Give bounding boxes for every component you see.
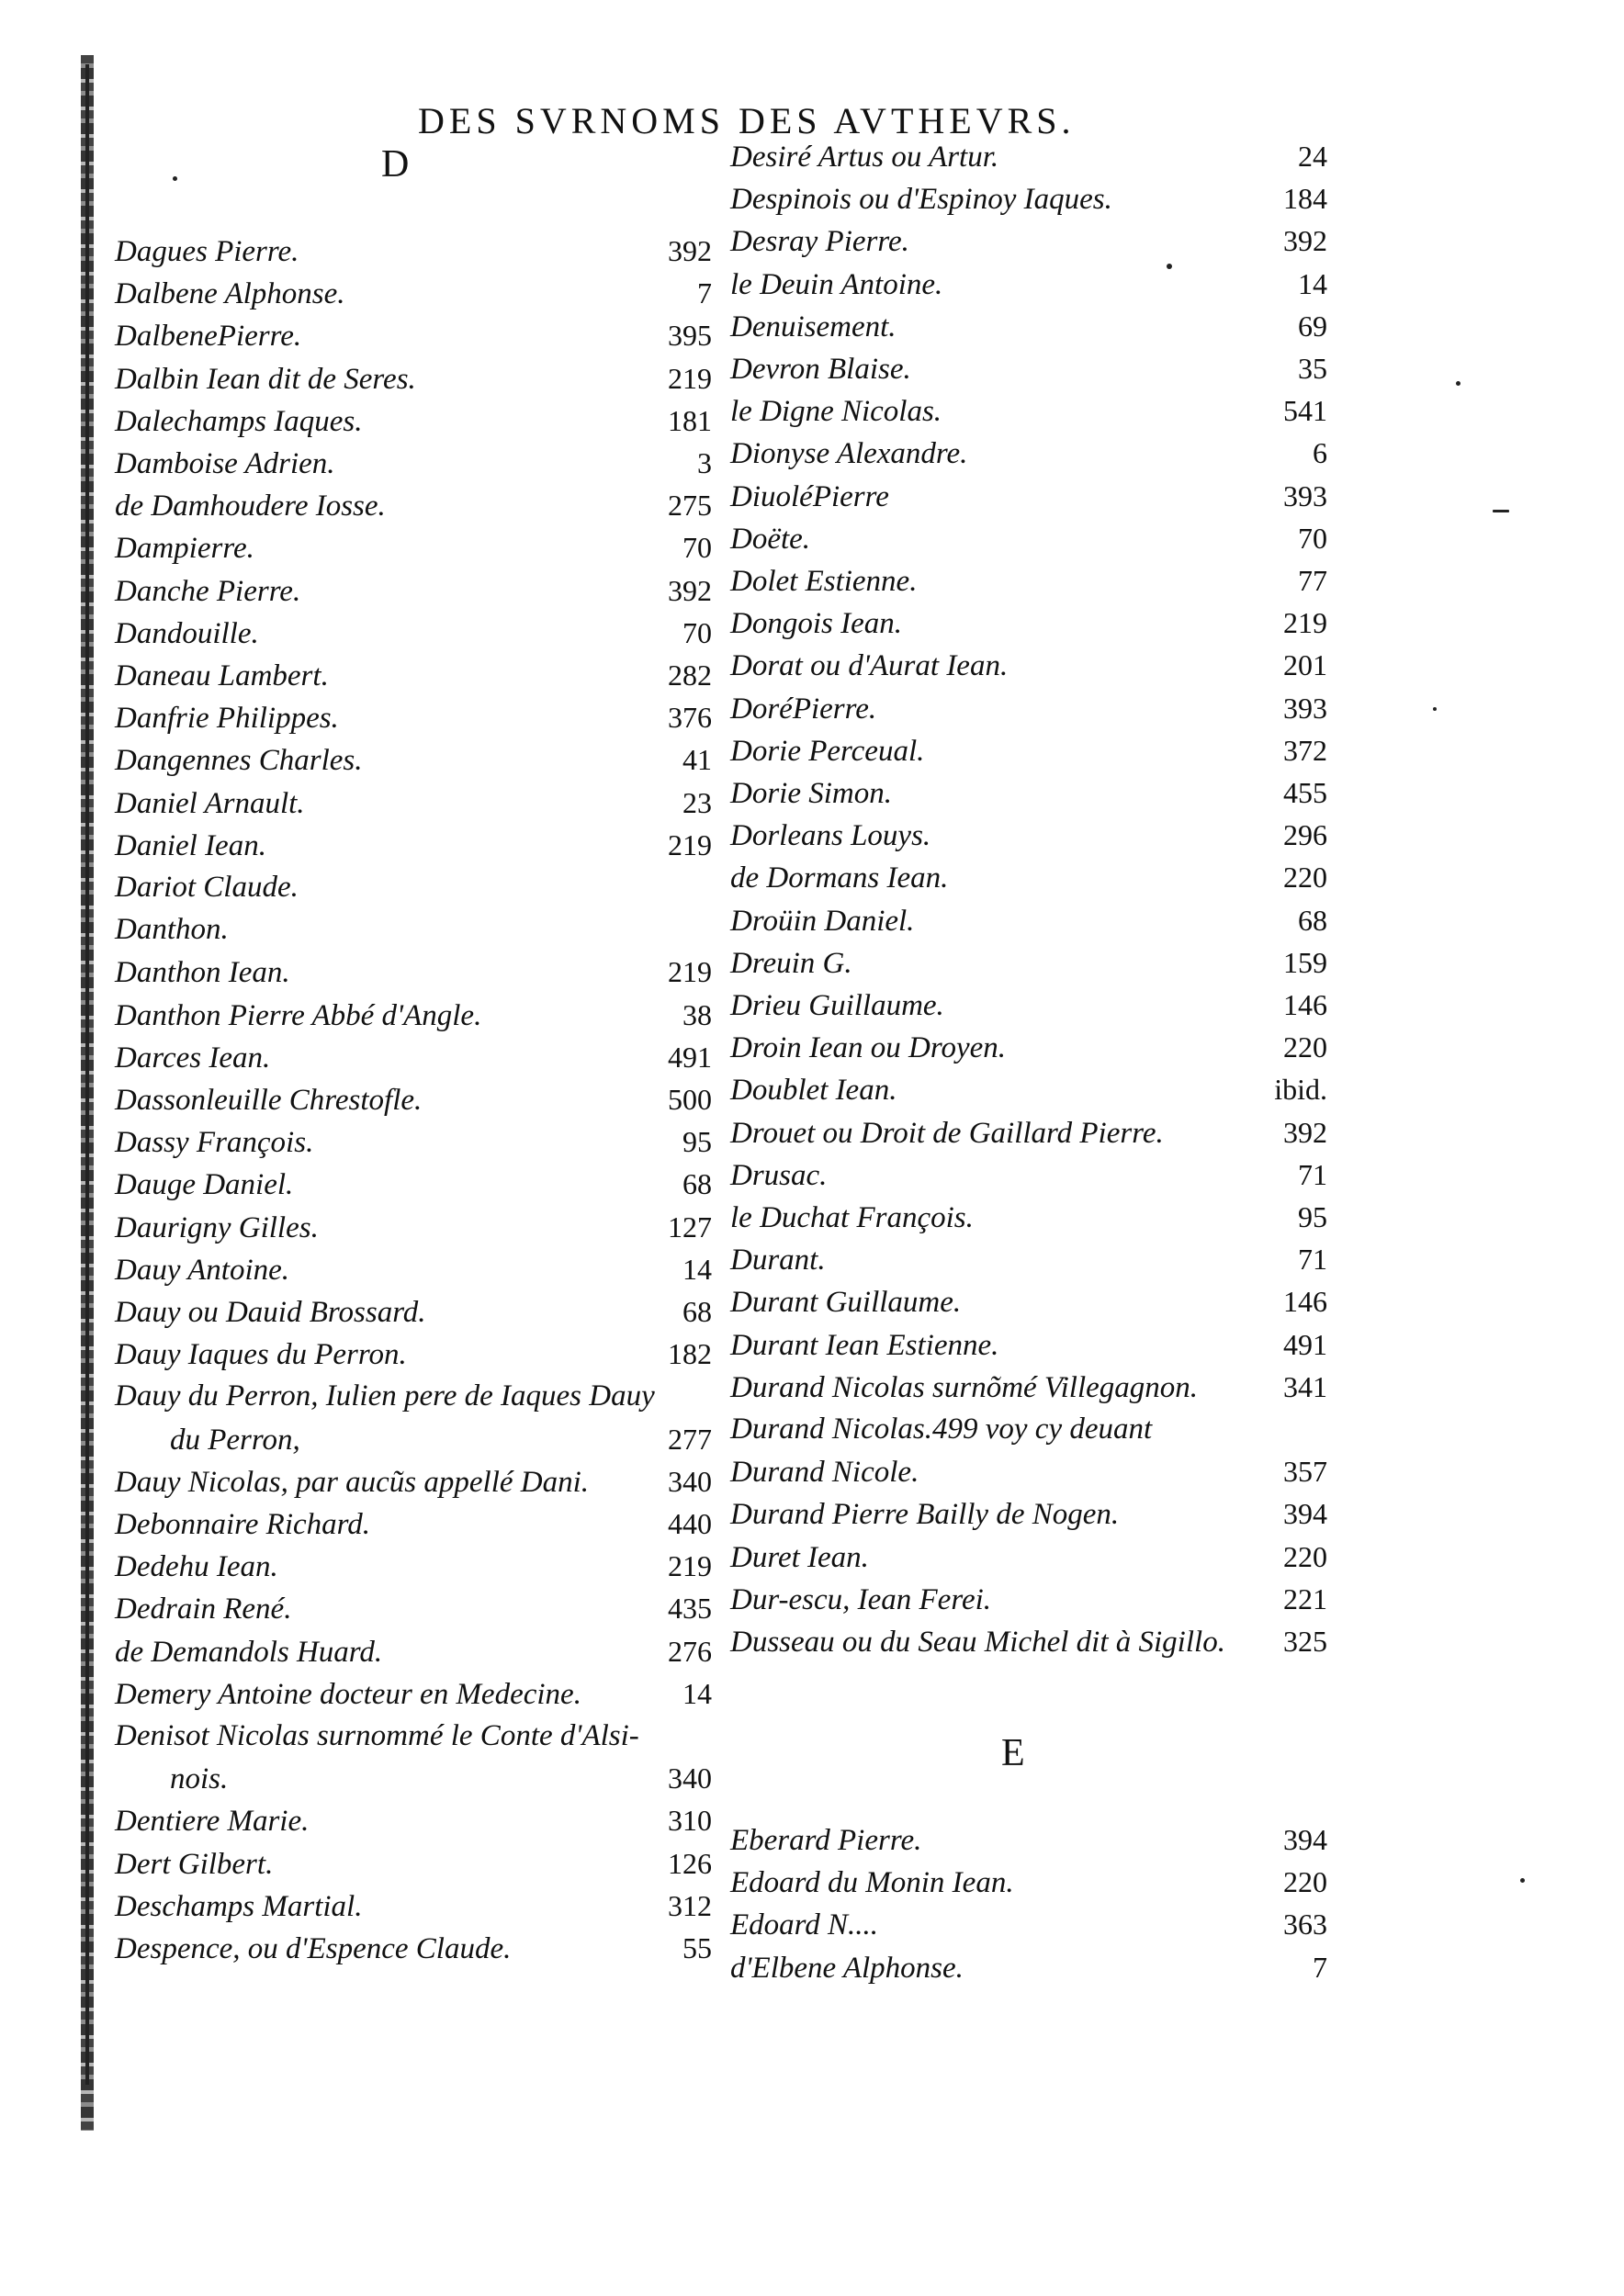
entry-page-number: 95 (1298, 1200, 1327, 1233)
index-entry-left (115, 701, 712, 742)
section-letter-e: E (1001, 1732, 1025, 1774)
index-entry-right (730, 692, 1327, 733)
index-entry-left (115, 1295, 712, 1336)
entry-name: de Dormans Iean. (730, 861, 949, 895)
entry-page-number: 35 (1298, 352, 1327, 385)
entry-page-number: 340 (668, 1761, 712, 1795)
index-entry-right-e (730, 1908, 1327, 1949)
entry-name: Desray Pierre. (730, 225, 909, 259)
entry-name: Droin Iean ou Droyen. (730, 1031, 1006, 1065)
index-entry-left (115, 1465, 712, 1506)
entry-name: Durand Pierre Bailly de Nogen. (730, 1498, 1120, 1532)
entry-page-number: 275 (668, 489, 712, 523)
entry-name: DalbenePierre. (115, 320, 302, 354)
index-entry-left (115, 531, 712, 572)
index-entry-right (730, 1030, 1327, 1072)
entry-name: le Deuin Antoine. (730, 267, 943, 301)
index-entry-left (115, 446, 712, 488)
entry-page-number: ibid. (1274, 1073, 1327, 1107)
index-entry-left (115, 616, 712, 658)
entry-name: Denisot Nicolas surnommé le Conte d'Alsi- (115, 1719, 639, 1752)
index-entry-left (115, 1337, 712, 1379)
index-entry-right-e (730, 1951, 1327, 1992)
index-entry-left (115, 1847, 712, 1888)
entry-page-number: 440 (668, 1507, 712, 1540)
entry-page-number: 55 (682, 1931, 712, 1964)
entry-page-number: 219 (668, 1549, 712, 1583)
entry-page-number: 393 (1283, 691, 1327, 725)
entry-name: le Duchat François. (730, 1201, 974, 1234)
entry-page-number: 146 (1283, 988, 1327, 1021)
entry-name: Damboise Adrien. (115, 447, 335, 480)
entry-page-number: 70 (682, 615, 712, 649)
entry-name: Dandouille. (115, 616, 259, 650)
entry-name: Daniel Iean. (115, 828, 266, 862)
entry-page-number: 7 (1313, 1950, 1327, 1984)
entry-page-number: 325 (1283, 1625, 1327, 1658)
index-entry-right (730, 988, 1327, 1030)
ink-speck (1433, 707, 1437, 711)
entry-name: Durand Nicolas surnõmé Villegagnon. (730, 1370, 1199, 1404)
index-entry-right (730, 436, 1327, 478)
binding-line (85, 64, 89, 2085)
entry-page-number: 491 (668, 1040, 712, 1074)
running-head: DES SVRNOMS DES AVTHEVRS. (418, 100, 1076, 141)
entry-name: Dorleans Louys. (730, 819, 931, 853)
index-entry-left (115, 1549, 712, 1591)
entry-page-number: 372 (1283, 733, 1327, 767)
entry-name: DiuoléPierre (730, 479, 889, 513)
entry-name: Dalbin Iean dit de Seres. (115, 362, 416, 396)
ink-speck (1493, 510, 1509, 512)
entry-page-number: 24 (1298, 140, 1327, 173)
index-entry-left (115, 276, 712, 318)
entry-page-number: 312 (668, 1888, 712, 1922)
entry-name: Dorie Perceual. (730, 734, 925, 768)
index-entry-left (115, 234, 712, 276)
entry-page-number: 363 (1283, 1908, 1327, 1941)
entry-name: Dassy François. (115, 1126, 314, 1160)
index-entry-right (730, 648, 1327, 690)
index-entry-left (115, 1804, 712, 1845)
entry-page-number: 220 (1283, 1030, 1327, 1064)
entry-page-number: 7 (697, 276, 712, 310)
entry-page-number: 14 (1298, 266, 1327, 300)
entry-page-number: 435 (668, 1592, 712, 1626)
entry-name: de Demandols Huard. (115, 1635, 383, 1669)
index-entry-right (730, 818, 1327, 860)
entry-name: DoréPierre. (730, 692, 877, 726)
entry-page-number: 219 (668, 827, 712, 861)
index-entry-left (115, 955, 712, 996)
entry-name: Dauy du Perron, Iulien pere de Iaques Dauy (115, 1379, 655, 1413)
entry-name: Droüin Daniel. (730, 904, 915, 938)
entry-page-number: 541 (1283, 394, 1327, 428)
entry-page-number: 201 (1283, 648, 1327, 682)
entry-page-number: 3 (697, 446, 712, 479)
index-entry-left (115, 1889, 712, 1930)
index-entry-left (115, 404, 712, 445)
entry-name: de Damhoudere Iosse. (115, 490, 386, 523)
entry-page-number: 70 (1298, 521, 1327, 555)
entry-page-number: 455 (1283, 776, 1327, 809)
entry-page-number: 71 (1298, 1157, 1327, 1191)
entry-page-number: 393 (1283, 478, 1327, 512)
entry-page-number: 14 (682, 1676, 712, 1710)
index-entry-right-e (730, 1865, 1327, 1907)
entry-page-number: 340 (668, 1464, 712, 1498)
entry-page-number: 220 (1283, 1865, 1327, 1899)
entry-page-number: 184 (1283, 182, 1327, 216)
entry-name: Dorat ou d'Aurat Iean. (730, 649, 1009, 683)
entry-page-number: 181 (668, 403, 712, 437)
entry-page-number: 71 (1298, 1243, 1327, 1277)
index-entry-right (730, 1243, 1327, 1284)
index-entry-left (115, 1423, 712, 1464)
index-entry-left (115, 1719, 712, 1761)
entry-page-number: 341 (1283, 1369, 1327, 1403)
ink-speck (1520, 1878, 1525, 1883)
entry-name: Despinois ou d'Espinoy Iaques. (730, 183, 1112, 217)
entry-name: Dariot Claude. (115, 871, 299, 904)
index-entry-right (730, 1073, 1327, 1114)
entry-name: Dorie Simon. (730, 777, 892, 810)
entry-page-number: 276 (668, 1634, 712, 1668)
entry-name: Daurigny Gilles. (115, 1210, 319, 1244)
entry-name: Dert Gilbert. (115, 1847, 274, 1881)
index-entry-right (730, 734, 1327, 775)
entry-name: Durant. (730, 1244, 826, 1277)
entry-page-number: 219 (1283, 606, 1327, 640)
entry-name: Dedrain René. (115, 1593, 292, 1626)
index-entry-right (730, 1158, 1327, 1199)
entry-name: Danthon. (115, 913, 229, 947)
entry-name: Dalechamps Iaques. (115, 404, 363, 438)
index-entry-right (730, 140, 1327, 181)
entry-name: Dassonleuille Chrestofle. (115, 1084, 423, 1117)
index-entry-right (730, 224, 1327, 265)
entry-name: Durant Guillaume. (730, 1286, 962, 1320)
index-entry-left (115, 362, 712, 403)
index-entry-left (115, 1677, 712, 1718)
section-letter-d: D (381, 143, 410, 186)
index-entry-right (730, 564, 1327, 605)
entry-name: Edoard N.... (730, 1908, 879, 1942)
index-entry-right (730, 946, 1327, 987)
index-entry-left (115, 1761, 712, 1803)
entry-page-number: 500 (668, 1083, 712, 1116)
entry-name: Doublet Iean. (730, 1074, 897, 1108)
index-entry-left (115, 489, 712, 530)
index-entry-left (115, 1125, 712, 1166)
entry-name: Deschamps Martial. (115, 1889, 363, 1923)
entry-page-number: 41 (682, 743, 712, 777)
entry-page-number: 126 (668, 1846, 712, 1880)
index-entry-left (115, 658, 712, 700)
entry-page-number: 277 (668, 1422, 712, 1456)
index-entry-right (730, 1625, 1327, 1666)
index-entry-left (115, 1083, 712, 1124)
entry-name: Denuisement. (730, 310, 897, 343)
entry-name: Dauy ou Dauid Brossard. (115, 1296, 426, 1329)
entry-name: Dentiere Marie. (115, 1805, 310, 1839)
entry-name: Dampierre. (115, 532, 254, 566)
entry-page-number: 69 (1298, 309, 1327, 343)
index-entry-right (730, 182, 1327, 223)
index-entry-left (115, 786, 712, 827)
entry-page-number: 395 (668, 319, 712, 353)
entry-page-number: 95 (682, 1125, 712, 1159)
entry-page-number: 127 (668, 1210, 712, 1244)
index-entry-left (115, 1210, 712, 1252)
entry-page-number: 68 (1298, 903, 1327, 937)
entry-name: Debonnaire Richard. (115, 1508, 371, 1541)
index-entry-right (730, 352, 1327, 393)
index-entry-left (115, 1635, 712, 1676)
index-entry-right (730, 1116, 1327, 1157)
index-entry-right (730, 776, 1327, 817)
entry-name: Duret Iean. (730, 1540, 869, 1574)
index-entry-left (115, 1167, 712, 1209)
entry-name: Dedehu Iean. (115, 1550, 278, 1584)
entry-name: Dur-escu, Iean Ferei. (730, 1582, 992, 1616)
index-entry-right (730, 861, 1327, 902)
index-entry-right (730, 1582, 1327, 1624)
index-entry-right-e (730, 1823, 1327, 1864)
entry-name: d'Elbene Alphonse. (730, 1951, 964, 1985)
entry-name: Dauge Daniel. (115, 1168, 294, 1202)
entry-page-number: 77 (1298, 564, 1327, 597)
index-entry-right (730, 904, 1327, 945)
entry-name: Dalbene Alphonse. (115, 277, 345, 311)
entry-page-number: 146 (1283, 1285, 1327, 1319)
entry-name: Dongois Iean. (730, 607, 902, 641)
entry-name: Dusseau ou du Seau Michel dit à Sigillo. (730, 1626, 1225, 1659)
index-entry-right (730, 1200, 1327, 1242)
index-entry-right (730, 479, 1327, 521)
index-entry-left (115, 998, 712, 1040)
entry-name: Dangennes Charles. (115, 744, 363, 778)
index-entry-left (115, 1379, 712, 1421)
entry-name: Daneau Lambert. (115, 659, 329, 692)
entry-page-number: 219 (668, 361, 712, 395)
index-entry-right (730, 522, 1327, 563)
entry-page-number: 220 (1283, 1539, 1327, 1573)
entry-page-number: 357 (1283, 1455, 1327, 1489)
entry-page-number: 182 (668, 1337, 712, 1371)
index-entry-right (730, 1328, 1327, 1369)
entry-page-number: 14 (682, 1252, 712, 1286)
index-entry-left (115, 913, 712, 954)
ink-speck (1456, 381, 1460, 386)
entry-name: Durand Nicolas.499 voy cy deuant (730, 1412, 1153, 1446)
index-entry-right (730, 267, 1327, 309)
entry-name: Dagues Pierre. (115, 235, 299, 268)
entry-name: Danfrie Philippes. (115, 702, 339, 736)
entry-name: Drusac. (730, 1158, 828, 1192)
index-entry-left (115, 1253, 712, 1294)
entry-page-number: 310 (668, 1804, 712, 1838)
entry-name: Dauy Antoine. (115, 1253, 290, 1287)
entry-name: Drouet ou Droit de Gaillard Pierre. (730, 1116, 1164, 1150)
entry-page-number: 221 (1283, 1581, 1327, 1615)
entry-page-number: 220 (1283, 861, 1327, 895)
entry-page-number: 392 (1283, 1115, 1327, 1149)
index-entry-right (730, 1285, 1327, 1326)
index-entry-right (730, 606, 1327, 647)
entry-name: nois. (170, 1762, 229, 1796)
index-entry-right (730, 394, 1327, 435)
entry-page-number: 159 (1283, 945, 1327, 979)
entry-page-number: 394 (1283, 1823, 1327, 1856)
entry-page-number: 392 (1283, 224, 1327, 258)
entry-name: Dolet Estienne. (730, 565, 918, 598)
index-entry-right (730, 1540, 1327, 1581)
entry-page-number: 68 (682, 1167, 712, 1201)
entry-name: Durand Nicole. (730, 1456, 919, 1490)
entry-name: Durant Iean Estienne. (730, 1328, 999, 1362)
index-entry-left (115, 319, 712, 360)
entry-page-number: 219 (668, 955, 712, 989)
entry-page-number: 394 (1283, 1497, 1327, 1531)
entry-name: Eberard Pierre. (730, 1824, 922, 1857)
entry-page-number: 68 (682, 1295, 712, 1328)
entry-name: Dionyse Alexandre. (730, 437, 968, 471)
index-entry-left (115, 574, 712, 615)
entry-page-number: 491 (1283, 1327, 1327, 1361)
entry-page-number: 282 (668, 658, 712, 692)
index-entry-right (730, 1370, 1327, 1412)
index-entry-left (115, 1931, 712, 1973)
entry-name: Dreuin G. (730, 946, 852, 980)
entry-name: Devron Blaise. (730, 353, 911, 386)
index-entry-right (730, 1412, 1327, 1454)
entry-name: Drieu Guillaume. (730, 989, 944, 1022)
entry-page-number: 392 (668, 573, 712, 607)
index-entry-right (730, 310, 1327, 351)
entry-name: Danthon Iean. (115, 956, 290, 990)
entry-name: le Digne Nicolas. (730, 395, 942, 429)
entry-name: du Perron, (170, 1423, 300, 1457)
entry-page-number: 38 (682, 997, 712, 1031)
entry-page-number: 392 (668, 234, 712, 267)
entry-name: Desiré Artus ou Artur. (730, 141, 999, 174)
entry-name: Danthon Pierre Abbé d'Angle. (115, 998, 482, 1032)
index-entry-right (730, 1497, 1327, 1538)
entry-page-number: 6 (1313, 436, 1327, 470)
ink-speck (173, 176, 177, 181)
ink-speck (1167, 264, 1172, 269)
entry-name: Darces Iean. (115, 1041, 271, 1075)
entry-page-number: 23 (682, 785, 712, 819)
index-entry-left (115, 1592, 712, 1633)
entry-page-number: 70 (682, 531, 712, 565)
index-entry-right (730, 1455, 1327, 1496)
index-entry-left (115, 743, 712, 784)
entry-page-number: 296 (1283, 818, 1327, 852)
entry-name: Demery Antoine docteur en Medecine. (115, 1677, 581, 1711)
entry-name: Edoard du Monin Iean. (730, 1866, 1014, 1900)
entry-name: Danche Pierre. (115, 574, 301, 608)
entry-name: Dauy Iaques du Perron. (115, 1338, 407, 1372)
index-entry-left (115, 828, 712, 870)
index-entry-left (115, 1041, 712, 1082)
entry-name: Doëte. (730, 522, 811, 556)
entry-name: Dauy Nicolas, par aucũs appellé Dani. (115, 1465, 590, 1499)
entry-name: Daniel Arnault. (115, 786, 305, 820)
entry-name: Despence, ou d'Espence Claude. (115, 1932, 512, 1965)
index-entry-left (115, 1507, 712, 1548)
index-entry-left (115, 871, 712, 912)
entry-page-number: 376 (668, 701, 712, 735)
